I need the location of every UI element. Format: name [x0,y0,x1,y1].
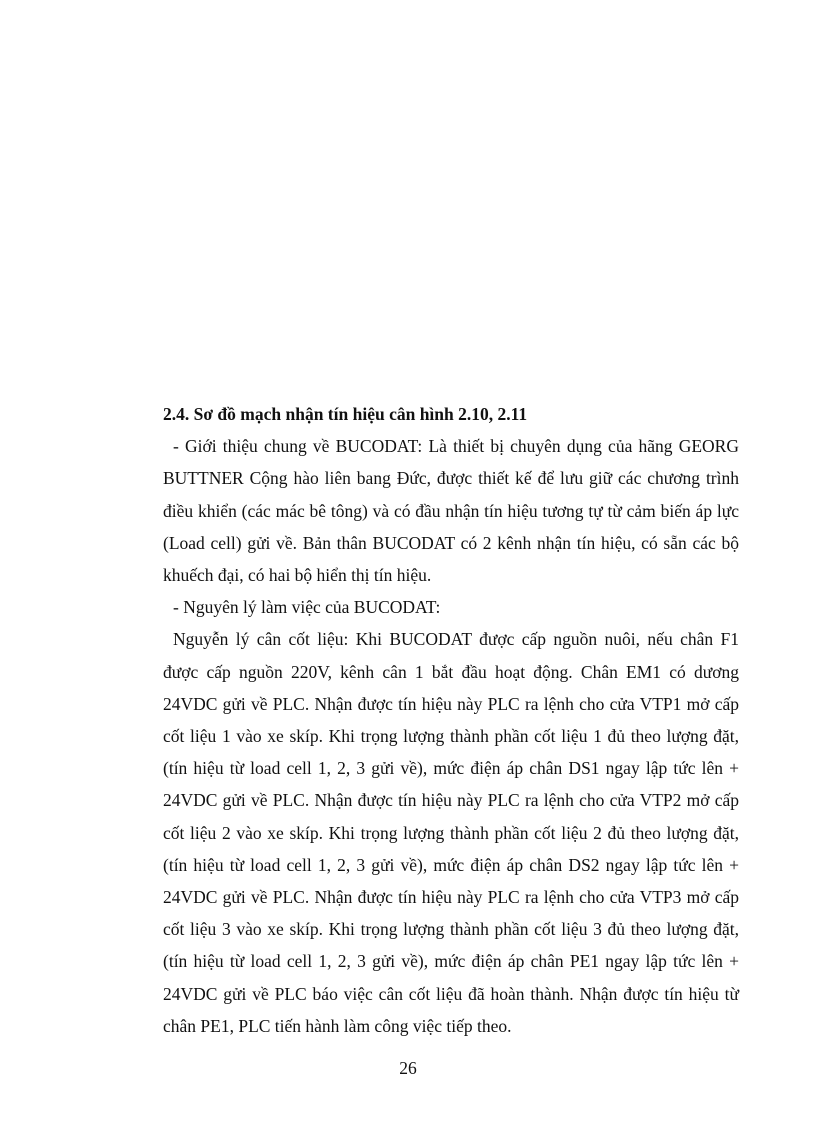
page-number: 26 [399,1058,417,1078]
page-content [163,398,739,1042]
intro-paragraph: - Giới thiệu chung về BUCODAT: Là thiết bị chuyên dụng của hãng GEORG BUTTNER Cộng hào liên bang Đức, được thiết kế để lưu giữ các chương trình điều khiển (các mác bê tông) và có đầu nhận tín hiệu tương tự từ cảm biến áp lực (Load cell) gửi về. Bản thân BUCODAT có 2 kênh nhận tín hiệu, có sẵn các bộ khuếch đại, có hai bộ hiển thị tín hiệu. [163,436,739,586]
principle-paragraph: Nguyễn lý cân cốt liệu: Khi BUCODAT được cấp nguồn nuôi, nếu chân F1 được cấp nguồn 220V, kênh cân 1 bắt đầu hoạt động. Chân EM1 có dương 24VDC gửi về PLC. Nhận được tín hiệu này PLC ra lệnh cho cửa VTP1 mở cấp cốt liệu 1 vào xe skíp. Khi trọng lượng thành phần cốt liệu 1 đủ theo lượng đặt, (tín hiệu từ load cell 1, 2, 3 gửi về), mức điện áp chân DS1 ngay lập tức lên + 24VDC gửi về PLC. Nhận được tín hiệu này PLC ra lệnh cho cửa VTP2 mở cấp cốt liệu 2 vào xe skíp. Khi trọng lượng thành phần cốt liệu 2 đủ theo lượng đặt, (tín hiệu từ load cell 1, 2, 3 gửi về), mức điện áp chân DS2 ngay lập tức lên + 24VDC gửi về PLC. Nhận được tín hiệu này PLC ra lệnh cho cửa VTP3 mở cấp cốt liệu 3 vào xe skíp. Khi trọng lượng thành phần cốt liệu 3 đủ theo lượng đặt, (tín hiệu từ load cell 1, 2, 3 gửi về), mức điện áp chân PE1 ngay lập tức lên + 24VDC gửi về PLC báo việc cân cốt liệu đã hoàn thành. Nhận được tín hiệu từ chân PE1, PLC tiến hành làm công việc tiếp theo. [163,629,739,1036]
section-heading: 2.4. Sơ đồ mạch nhận tín hiệu cân hình 2.10, 2.11 [163,404,528,424]
principle-heading-paragraph: - Nguyên lý làm việc của BUCODAT: [173,597,441,618]
